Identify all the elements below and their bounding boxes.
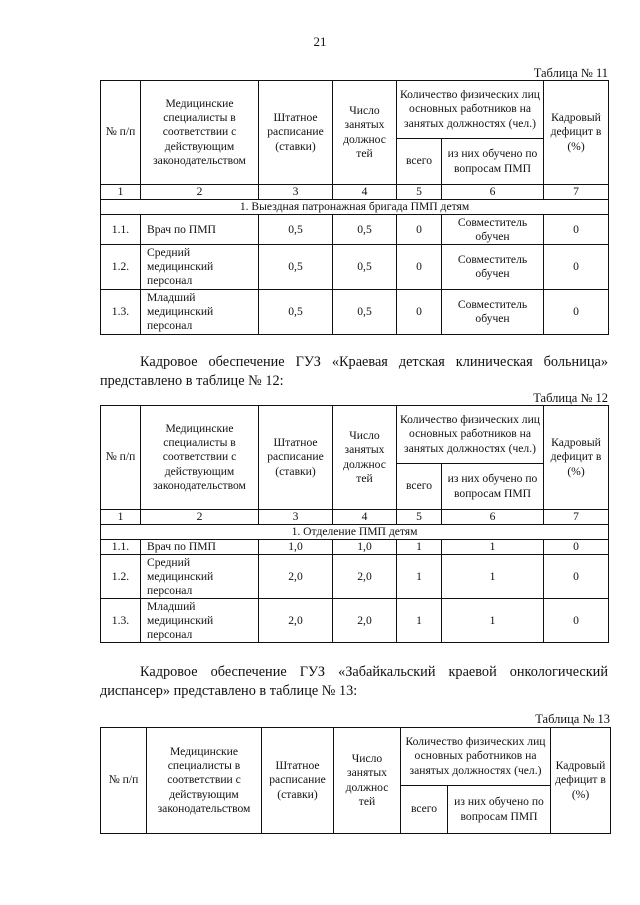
paragraph-table-13-intro (100, 663, 608, 701)
paragraph-line: Кадровое обеспечение ГУЗ «Краевая детская клиническая больница» (140, 354, 608, 370)
row-positions: 1,0 (333, 540, 397, 555)
col-number: 6 (442, 185, 544, 200)
row-positions: 2,0 (333, 599, 397, 643)
table-row (101, 215, 609, 245)
row-num: 1.2. (101, 245, 141, 290)
header-total: всего (397, 464, 442, 510)
row-staff: 2,0 (259, 555, 333, 599)
row-spec: Врач по ПМП (141, 540, 259, 555)
header-staff: Штатное расписание (ставки) (259, 81, 333, 185)
row-deficit: 0 (544, 540, 609, 555)
row-deficit: 0 (544, 555, 609, 599)
header-deficit: Кадровый дефицит в (%) (544, 406, 609, 510)
paragraph-line: представлено в таблице № 12: (100, 373, 284, 389)
row-total: 0 (397, 290, 442, 335)
row-spec: Младший медицинский персонал (141, 599, 259, 643)
col-number: 1 (101, 510, 141, 525)
col-number: 3 (259, 510, 333, 525)
row-staff: 1,0 (259, 540, 333, 555)
section-title: 1. Отделение ПМП детям (101, 525, 609, 540)
header-num: № п/п (101, 728, 147, 834)
col-number: 2 (141, 185, 259, 200)
row-trained: Совместитель обучен (442, 245, 544, 290)
header-deficit: Кадровый дефицит в (%) (551, 728, 611, 834)
row-spec: Врач по ПМП (141, 215, 259, 245)
row-num: 1.3. (101, 599, 141, 643)
table-row (101, 540, 609, 555)
paragraph-line: диспансер» представлено в таблице № 13: (100, 683, 358, 699)
header-positions: Число занятых должнос тей (334, 728, 401, 834)
header-positions: Число занятых должнос тей (333, 81, 397, 185)
paragraph-line: Кадровое обеспечение ГУЗ «Забайкальский краевой онкологический (140, 664, 608, 680)
table-11-caption: Таблица № 11 (533, 66, 608, 80)
row-spec: Средний медицинский персонал (141, 555, 259, 599)
col-number: 7 (544, 185, 609, 200)
row-num: 1.3. (101, 290, 141, 335)
row-positions: 2,0 (333, 555, 397, 599)
col-number: 4 (333, 185, 397, 200)
row-trained: 1 (442, 599, 544, 643)
row-trained: 1 (442, 540, 544, 555)
row-positions: 0,5 (333, 215, 397, 245)
row-trained: Совместитель обучен (442, 290, 544, 335)
header-trained: из них обучено по вопросам ПМП (442, 139, 544, 185)
col-number: 1 (101, 185, 141, 200)
table-11 (100, 80, 609, 335)
row-deficit: 0 (544, 599, 609, 643)
row-trained: 1 (442, 555, 544, 599)
row-positions: 0,5 (333, 245, 397, 290)
header-spec: Медицинские специалисты в соответствии с действующим законодательством (141, 406, 259, 510)
row-num: 1.2. (101, 555, 141, 599)
header-count: Количество физических лиц основных работников на занятых должностях (чел.) (397, 81, 544, 139)
table-row (101, 290, 609, 335)
row-trained: Совместитель обучен (442, 215, 544, 245)
table-row (101, 599, 609, 643)
section-title: 1. Выездная патронажная бригада ПМП детям (101, 200, 609, 215)
row-staff: 0,5 (259, 215, 333, 245)
col-number: 3 (259, 185, 333, 200)
table-13-caption: Таблица № 13 (535, 712, 610, 726)
row-deficit: 0 (544, 245, 609, 290)
row-spec: Средний медицинский персонал (141, 245, 259, 290)
table-row (101, 555, 609, 599)
col-number: 6 (442, 510, 544, 525)
header-positions: Число занятых должнос тей (333, 406, 397, 510)
row-staff: 0,5 (259, 245, 333, 290)
row-total: 1 (397, 540, 442, 555)
header-spec: Медицинские специалисты в соответствии с действующим законодательством (147, 728, 262, 834)
col-number: 5 (397, 510, 442, 525)
table-12 (100, 405, 609, 643)
header-trained: из них обучено по вопросам ПМП (442, 464, 544, 510)
row-num: 1.1. (101, 540, 141, 555)
table-12-caption: Таблица № 12 (533, 391, 608, 405)
header-total: всего (397, 139, 442, 185)
table-13 (100, 727, 611, 834)
col-number: 2 (141, 510, 259, 525)
row-total: 1 (397, 555, 442, 599)
page-number: 21 (313, 34, 327, 49)
header-staff: Штатное расписание (ставки) (262, 728, 334, 834)
header-total: всего (401, 786, 448, 834)
row-spec: Младший медицинский персонал (141, 290, 259, 335)
header-staff: Штатное расписание (ставки) (259, 406, 333, 510)
row-deficit: 0 (544, 215, 609, 245)
col-number: 7 (544, 510, 609, 525)
row-total: 0 (397, 215, 442, 245)
header-spec: Медицинские специалисты в соответствии с действующим законодательством (141, 81, 259, 185)
col-number: 5 (397, 185, 442, 200)
header-count: Количество физических лиц основных работников на занятых должностях (чел.) (397, 406, 544, 464)
header-trained: из них обучено по вопросам ПМП (448, 786, 551, 834)
header-count: Количество физических лиц основных работников на занятых должностях (чел.) (401, 728, 551, 786)
row-num: 1.1. (101, 215, 141, 245)
row-deficit: 0 (544, 290, 609, 335)
paragraph-table-12-intro (100, 353, 608, 391)
header-deficit: Кадровый дефицит в (%) (544, 81, 609, 185)
row-positions: 0,5 (333, 290, 397, 335)
row-staff: 0,5 (259, 290, 333, 335)
row-staff: 2,0 (259, 599, 333, 643)
header-num: № п/п (101, 406, 141, 510)
header-num: № п/п (101, 81, 141, 185)
row-total: 0 (397, 245, 442, 290)
row-total: 1 (397, 599, 442, 643)
table-row (101, 245, 609, 290)
col-number: 4 (333, 510, 397, 525)
